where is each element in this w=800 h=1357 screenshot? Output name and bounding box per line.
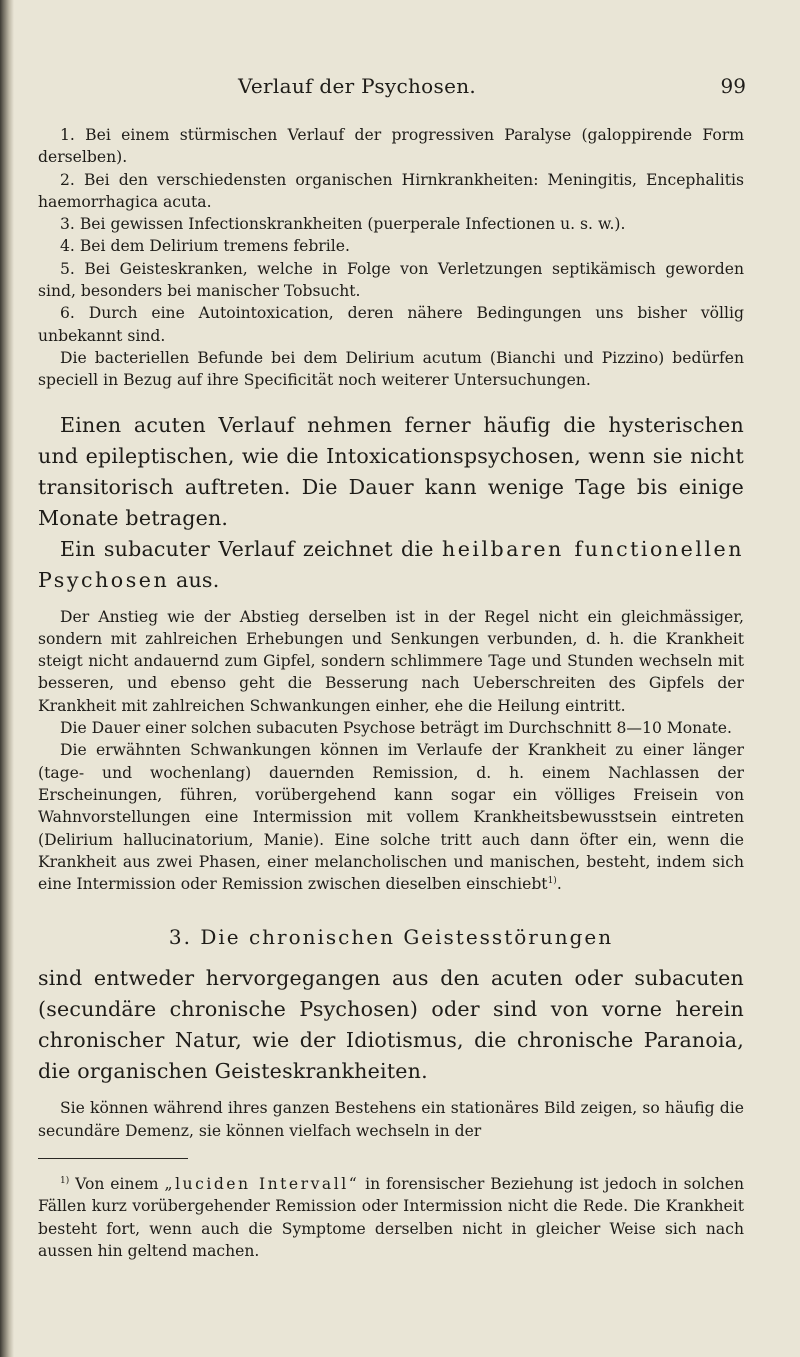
list-item: 6. Durch eine Autointoxication, deren nähere Bedingungen uns bisher völlig unbekannt sind. — [38, 304, 744, 345]
list-item: 2. Bei den verschiedensten organischen Hirnkrankheiten: Meningitis, Encephalitis haemorrhagica acuta. — [38, 170, 744, 211]
book-gutter — [0, 0, 14, 1357]
paragraph-duration: Die Dauer einer solchen subacuten Psychose beträgt im Durchschnitt 8—10 Monate. — [60, 719, 732, 738]
paragraph-course-fluctuation: Der Anstieg wie der Abstieg derselben ist in der Regel nicht ein gleichmässiger, sondern mit zahlreichen Erhebungen und Senkungen verbunden, d. h. die Krankheit steigt nicht andauernd zum Gipfel, sondern schlimmere Tage und Stunden wechseln mit besseren, und ebenso geht die Besserung nach Ueberschreiten des Gipfels der Krankheit mit zahlreichen Schwankungen einher, ehe die Heilung eintritt. — [38, 607, 744, 715]
footnote-reference[interactable]: 1) — [547, 875, 557, 886]
section-heading: 3. Die chronischen Geistesstörungen — [168, 925, 614, 950]
list-item: 3. Bei gewissen Infectionskrankheiten (puerperale Infectionen u. s. w.). — [60, 215, 626, 234]
running-header — [238, 74, 746, 104]
term-subacute: subacuter Verlauf — [103, 536, 295, 561]
list-item: 5. Bei Geisteskranken, welche in Folge von Verletzungen septikämisch geworden sind, besonders bei manischer Tobsucht. — [38, 259, 744, 301]
footnote: $^{1)}$ Von einem „luciden Intervall“ in forensischer Beziehung ist jedoch in solchen Fällen kurz vorübergehender Remission oder Intermission nicht die Rede. Die Krankheit besteht fort, wenn auch die Symptome derselben nicht in gleicher Weise sich nach aussen hin geltend machen. — [38, 1175, 745, 1260]
footnote-divider — [38, 1158, 188, 1159]
paragraph-bacteria: Die bacteriellen Befunde bei dem Delirium acutum (Bianchi und Pizzino) bedürfen speciell in Bezug auf ihre Specificität noch weiterer Untersuchungen. — [38, 348, 744, 390]
page-number: 99 — [720, 74, 746, 98]
running-title: Verlauf der Psychosen. — [238, 74, 477, 98]
paragraph-subacute-course: Ein subacuter Verlauf zeichnet die heilbaren functionellen Psychosen aus. — [38, 536, 744, 592]
paragraph-chronic: sind entweder hervorgegangen aus den acuten oder subacuten (secundäre chronische Psychosen) oder sind von vorne herein chronischer Natur, wie der Idiotismus, die chronische Paranoia, die organischen Geisteskrankheiten. — [38, 966, 744, 1084]
paragraph-stationary: Sie können während ihres ganzen Bestehens ein stationäres Bild zeigen, so häufig die secundäre Demenz, sie können vielfach wechseln in der — [38, 1099, 744, 1140]
book-page — [24, 0, 766, 1357]
term-functional-psychoses: heilbaren functionellen Psychosen — [38, 536, 744, 592]
footnote-marker: 1) — [60, 1175, 70, 1186]
paragraph-remission: Die erwähnten Schwankungen können im Verlaufe der Krankheit zu einer länger (tage- und wochenlang) dauernden Remission, d. h. einem Nachlassen der Erscheinungen, führen, vorübergehend kann sogar ein völliges Freisein von Wahnvorstellungen eine Intermission mit vollem Krankheitsbewusstsein eintreten (Delirium hallucinatorium, Manie). Eine solche tritt auch dann öfter ein, wenn die Krankheit aus zwei Phasen, einer melancholischen und manischen, besteht, indem sich eine Intermission oder Remission zwischen dieselben einschiebt$^{1)}$. — [38, 741, 744, 894]
paragraph-acute-course: Einen acuten Verlauf nehmen ferner häufig die hysterischen und epileptischen, wie die Intoxicationspsychosen, wenn sie nicht transitorisch auftreten. Die Dauer kann wenige Tage bis einige Monate betragen. — [38, 412, 744, 530]
list-item: 4. Bei dem Delirium tremens febrile. — [60, 237, 350, 256]
list-item: 1. Bei einem stürmischen Verlauf der progressiven Paralyse (galoppirende Form derselben). — [38, 126, 744, 167]
term-lucid-interval: „luciden Intervall“ — [164, 1175, 360, 1194]
enumerated-list — [38, 124, 744, 347]
page-body — [38, 124, 744, 1262]
